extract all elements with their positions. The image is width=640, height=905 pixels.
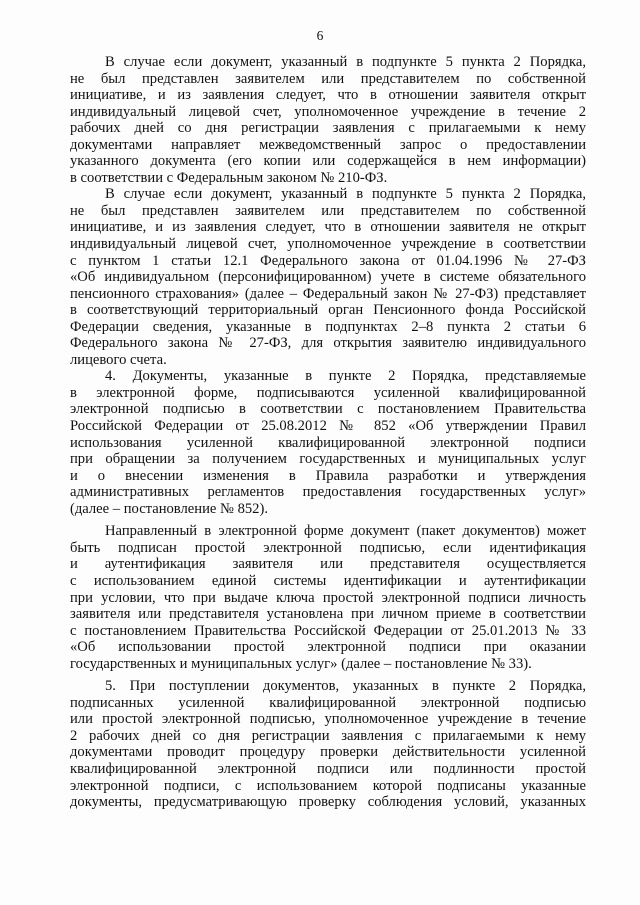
text-line: с пунктом 1 статьи 12.1 Федерального закона от 01.04.1996 № 27-ФЗ bbox=[70, 252, 586, 269]
text-line: 4. Документы, указанные в пункте 2 Порядка, представляемые bbox=[105, 368, 586, 385]
text-line: быть подписан простой электронной подписью, если идентификация bbox=[70, 539, 586, 556]
paragraph-3 bbox=[70, 368, 586, 517]
text-line: при условии, что при выдаче ключа простой электронной подписи личность bbox=[70, 589, 586, 606]
text-line: Направленный в электронной форме документ (пакет документов) может bbox=[105, 523, 586, 540]
text-line: и аутентификация заявителя или представителя осуществляется bbox=[70, 556, 586, 573]
text-line: в электронной форме, подписываются усиленной квалифицированной bbox=[70, 384, 586, 401]
page-number: 6 bbox=[316, 28, 324, 43]
text-line: при обращении за получением государственных и муниципальных услуг bbox=[70, 451, 586, 468]
text-line: указанного документа (его копии или содержащейся в нем информации) bbox=[70, 153, 586, 170]
text-line: электронной подписи, с использованием которой подписаны указанные bbox=[70, 777, 586, 794]
text-line: Российской Федерации от 25.08.2012 № 852 «Об утверждении Правил bbox=[70, 418, 586, 435]
text-line: подписанных усиленной квалифицированной электронной подписью bbox=[70, 694, 586, 711]
text-line: «Об использовании простой электронной подписи при оказании bbox=[70, 639, 586, 656]
text-line: индивидуальный лицевой счет, уполномоченное учреждение в соответствии bbox=[70, 236, 586, 253]
text-line: с использованием единой системы идентификации и аутентификации bbox=[70, 572, 586, 589]
text-line: инициативе, и из заявления следует, что в отношении заявителя открыт bbox=[70, 87, 586, 104]
text-line: (далее – постановление № 852). bbox=[70, 500, 268, 517]
text-line: документы, предусматривающую проверку соблюдения условий, указанных bbox=[70, 794, 586, 811]
text-line: лицевого счета. bbox=[70, 351, 167, 368]
text-line: или простой электронной подписью, уполномоченное учреждение в течение bbox=[70, 711, 586, 728]
document-body bbox=[70, 54, 586, 811]
text-line: с постановлением Правительства Российской Федерации от 25.01.2013 № 33 bbox=[70, 622, 586, 639]
text-line: индивидуальный лицевой счет, уполномоченное учреждение в течение 2 bbox=[70, 103, 586, 120]
text-line: электронной подписью в соответствии с постановлением Правительства bbox=[70, 401, 586, 418]
paragraph-4 bbox=[70, 523, 586, 672]
paragraph-1 bbox=[70, 54, 586, 186]
text-line: 5. При поступлении документов, указанных в пункте 2 Порядка, bbox=[105, 678, 586, 695]
text-line: Федерации сведения, указанные в подпунктах 2–8 пункта 2 статьи 6 bbox=[70, 318, 586, 335]
text-line: В случае если документ, указанный в подпункте 5 пункта 2 Порядка, bbox=[105, 186, 586, 203]
text-line: «Об индивидуальном (персонифицированном) учете в системе обязательного bbox=[70, 269, 586, 286]
text-line: Федерального закона № 27-ФЗ, для открытия заявителю индивидуального bbox=[70, 335, 586, 352]
text-line: квалифицированной электронной подписи или подлинности простой bbox=[70, 760, 586, 777]
text-line: В случае если документ, указанный в подпункте 5 пункта 2 Порядка, bbox=[105, 54, 586, 70]
text-line: документами проводит процедуру проверки действительности усиленной bbox=[70, 744, 586, 761]
text-line: в соответствии с Федеральным законом № 210-ФЗ. bbox=[70, 169, 388, 186]
paragraph-5 bbox=[70, 678, 586, 810]
text-line: не был представлен заявителем или представителем по собственной bbox=[70, 70, 586, 87]
text-line: документами направляет межведомственный запрос о предоставлении bbox=[70, 136, 586, 153]
paragraph-2 bbox=[70, 186, 586, 368]
text-line: в соответствующий территориальный орган Пенсионного фонда Российской bbox=[70, 302, 586, 319]
text-line: государственных и муниципальных услуг» (далее – постановление № 33). bbox=[70, 655, 532, 672]
text-line: и о внесении изменения в Правила разработки и утверждения bbox=[70, 467, 586, 484]
text-line: не был представлен заявителем или представителем по собственной bbox=[70, 202, 586, 219]
text-line: заявителя или представителя установлена при личном приеме в соответствии bbox=[70, 606, 586, 623]
text-line: пенсионного страхования» (далее – Федеральный закон № 27-ФЗ) представляет bbox=[70, 285, 586, 302]
text-line: рабочих дней со дня регистрации заявления с прилагаемыми к нему bbox=[70, 120, 586, 137]
text-line: 2 рабочих дней со дня регистрации заявления с прилагаемыми к нему bbox=[70, 727, 586, 744]
text-line: использования усиленной квалифицированной электронной подписи bbox=[70, 434, 586, 451]
text-line: инициативе, и из заявления следует, что в отношении заявителя не открыт bbox=[70, 219, 586, 236]
text-line: административных регламентов предоставления государственных услуг» bbox=[70, 484, 586, 501]
